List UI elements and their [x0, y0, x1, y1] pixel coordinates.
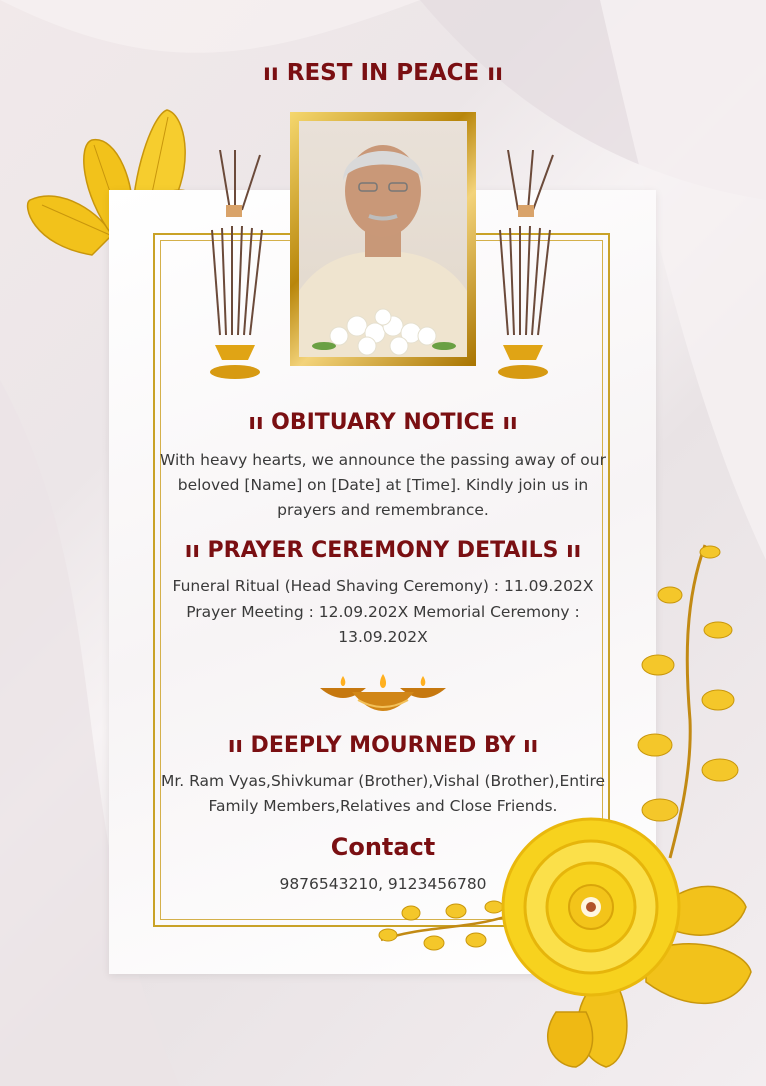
paper-flower-icon	[496, 812, 754, 1072]
contact-phones: 9876543210, 9123456780	[279, 875, 487, 893]
obituary-line-1: With heavy hearts, we announce the passing away of our	[160, 451, 606, 469]
incense-stand-icon	[200, 150, 280, 385]
obituary-line-3: prayers and remembrance.	[277, 501, 489, 519]
mourned-line-2: Family Members,Relatives and Close Friends.	[208, 797, 558, 815]
contact-heading: Contact	[330, 833, 436, 861]
obituary-line-2: beloved [Name] on [Date] at [Time]. Kindly join us in	[177, 476, 589, 494]
page-title: ıı REST IN PEACE ıı	[262, 60, 503, 86]
portrait-frame	[290, 112, 476, 366]
ceremony-line-3: 13.09.202X	[338, 628, 428, 646]
incense-stand-icon	[488, 150, 568, 385]
portrait-photo	[299, 121, 467, 357]
vine-icon	[376, 895, 516, 965]
mourned-heading: ıı DEEPLY MOURNED BY ıı	[227, 733, 539, 758]
ceremony-line-1: Funeral Ritual (Head Shaving Ceremony) : 11.09.202X	[172, 577, 594, 595]
obituary-heading: ıı OBITUARY NOTICE ıı	[248, 410, 518, 435]
ceremony-heading: ıı PRAYER CEREMONY DETAILS ıı	[184, 538, 582, 563]
mourned-line-1: Mr. Ram Vyas,Shivkumar (Brother),Vishal (Brother),Entire	[160, 772, 606, 790]
ceremony-line-2: Prayer Meeting : 12.09.202X Memorial Ceremony :	[186, 603, 580, 621]
diya-lamps-icon	[318, 664, 448, 724]
